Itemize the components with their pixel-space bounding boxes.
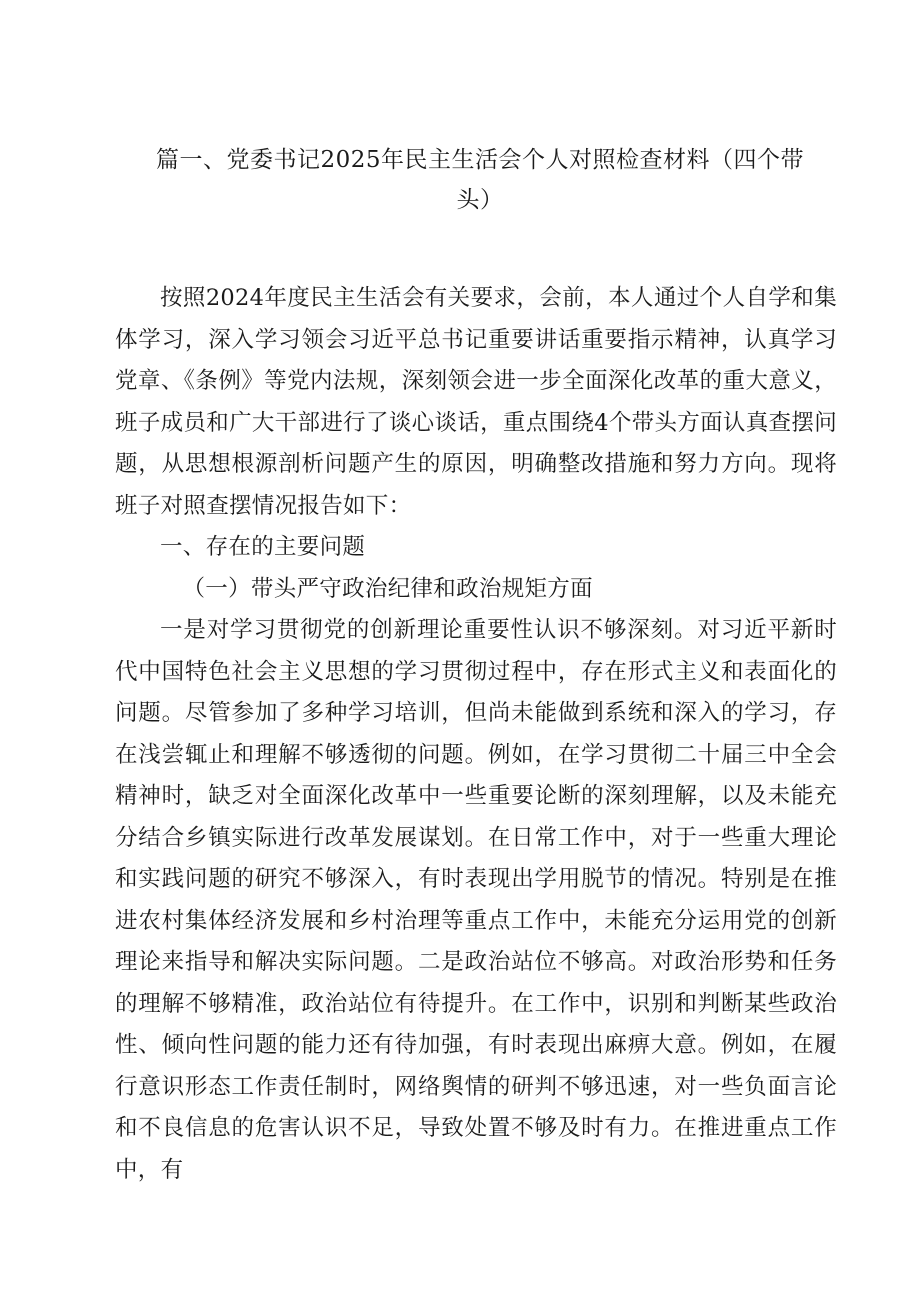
body-paragraph: 一是对学习贯彻党的创新理论重要性认识不够深刻。对习近平新时代中国特色社会主义思想的学习贯彻过程中，存在形式主义和表面化的问题。尽管参加了多种学习培训，但尚未能做到系统和深入的学习，存在浅尝辄止和理解不够透彻的问题。例如，在学习贯彻二十届三中全会精神时，缺乏对全面深化改革中一些重要论断的深刻理解，以及未能充分结合乡镇实际进行改革发展谋划。在日常工作中，对于一些重大理论和实践问题的研究不够深入，有时表现出学用脱节的情况。特别是在推进农村集体经济发展和乡村治理等重点工作中，未能充分运用党的创新理论来指导和解决实际问题。二是政治站位不够高。对政治形势和任务的理解不够精准，政治站位有待提升。在工作中，识别和判断某些政治性、倾向性问题的能力还有待加强，有时表现出麻痹大意。例如，在履行意识形态工作责任制时，网络舆情的研判不够迅速，对一些负面言论和不良信息的危害认识不足，导致处置不够及时有力。在推进重点工作中，有 bbox=[115, 617, 837, 1183]
subsection-heading: （一）带头严守政治纪律和政治规矩方面 bbox=[182, 575, 593, 602]
document-body bbox=[115, 278, 837, 1191]
section-heading: 一、存在的主要问题 bbox=[160, 534, 366, 560]
intro-paragraph: 按照2024年度民主生活会有关要求，会前，本人通过个人自学和集体学习，深入学习领会习近平总书记重要讲话重要指示精神，认真学习党章、《条例》等党内法规，深刻领会进一步全面深化改革的重大意义，班子成员和广大干部进行了谈心谈话，重点围绕4个带头方面认真查摆问题，从思想根源剖析问题产生的原因，明确整改措施和努力方向。现将班子对照查摆情况报告如下： bbox=[115, 285, 837, 519]
document-title: 篇一、党委书记2025年民主生活会个人对照检查材料（四个带头） bbox=[155, 147, 805, 213]
